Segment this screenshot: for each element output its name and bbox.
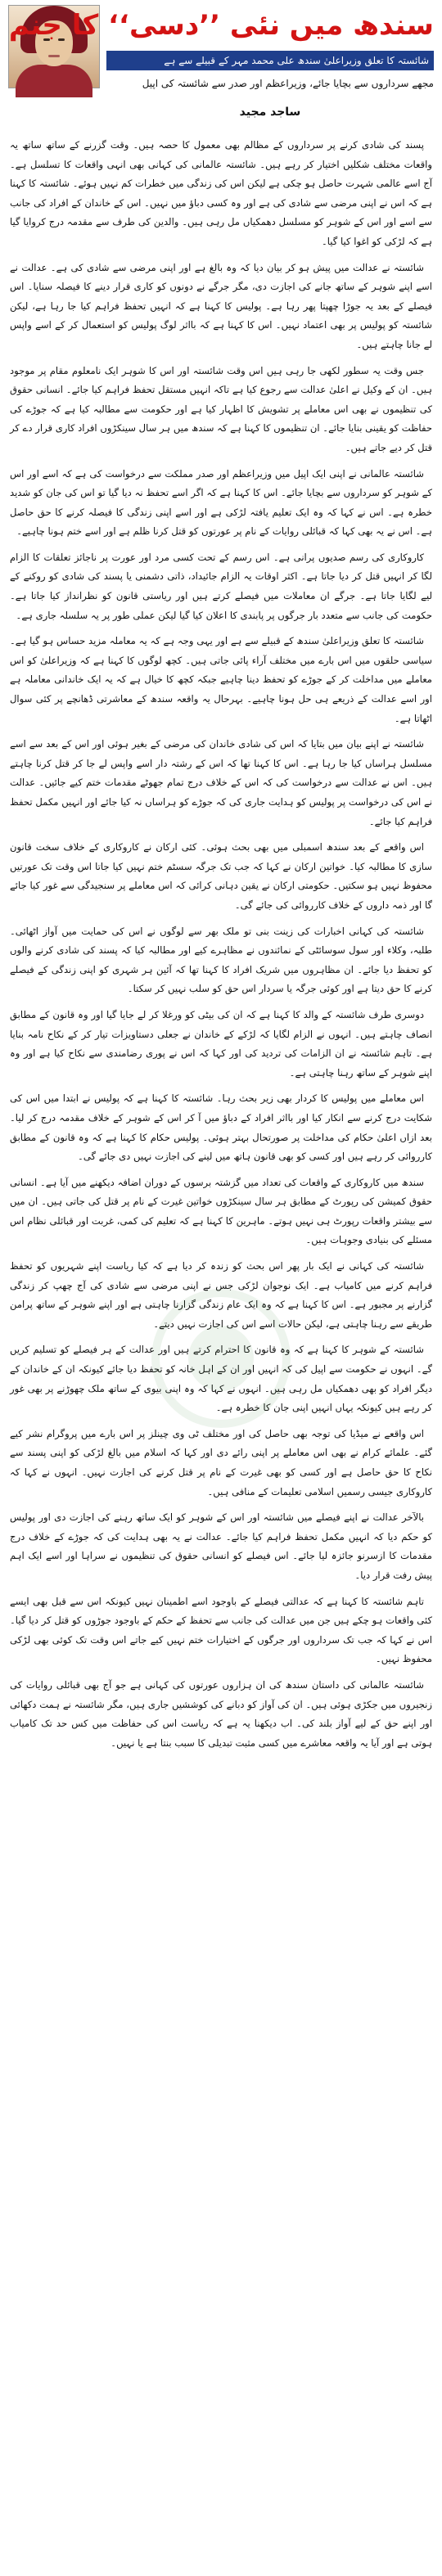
paragraph: اس واقعے نے میڈیا کی توجہ بھی حاصل کی اور مختلف ٹی وی چینلز پر اس بارے میں پروگرام نشر کیے گئے۔ علمائے کرام نے بھی اس معاملے پر اپنی رائے دی اور کہا کہ اسلام میں بالغ لڑکی کو اپنی پسند سے نکاح کا حق حاصل ہے اور کسی کو بھی غیرت کے نام پر قتل کرنے کی اجازت نہیں۔ انہوں نے کہا کہ کاروکاری جیسی رسمیں اسلامی تعلیمات کے منافی ہیں۔ xyxy=(10,1427,432,1497)
paragraph: سندھ میں کاروکاری کے واقعات کی تعداد میں گزشتہ برسوں کے دوران اضافہ دیکھنے میں آیا ہے۔ انسانی حقوق کمیشن کی رپورٹ کے مطابق ہر سال سینکڑوں خواتین غیرت کے نام پر قتل کی جاتی ہیں۔ ان میں سے بیشتر واقعات رپورٹ ہی نہیں ہوتے۔ ماہرین کا کہنا ہے کہ تعلیم کی کمی، غربت اور قبائلی نظام اس مسئلے کی بنیادی وجوہات ہیں۔ xyxy=(10,1176,432,1246)
paragraph: دوسری طرف شائستہ کے والد کا کہنا ہے کہ ان کی بیٹی کو ورغلا کر لے جایا گیا اور وہ قانون کے مطابق انصاف چاہتے ہیں۔ انہوں نے الزام لگایا کہ لڑکے کے خاندان نے جعلی دستاویزات تیار کر کے نکاح نامہ بنایا ہے۔ تاہم شائستہ نے ان الزامات کی تردید کی اور کہا کہ اس نے پوری رضامندی سے نکاح کیا ہے اور وہ اپنے شوہر کے ساتھ رہنا چاہتی ہے۔ xyxy=(10,1008,432,1079)
paragraph: شائستہ کا تعلق وزیراعلیٰ سندھ کے قبیلے سے ہے اور یہی وجہ ہے کہ یہ معاملہ مزید حساس ہو گیا ہے۔ سیاسی حلقوں میں اس بارے میں مختلف آراء پائی جاتی ہیں۔ کچھ لوگوں کا کہنا ہے کہ وزیراعلیٰ کو اس معاملے میں مداخلت کر کے جوڑے کو تحفظ دینا چاہیے جبکہ کچھ کا خیال ہے کہ یہ ایک خاندانی معاملہ ہے اور اسے عدالت کے ذریعے ہی حل ہونا چاہیے۔ بہرحال یہ واقعہ سندھ کے معاشرتی ڈھانچے پر کئی سوال اٹھاتا ہے۔ xyxy=(10,635,432,724)
paragraph: شائستہ عالمانی نے اپنی ایک اپیل میں وزیراعظم اور صدر مملکت سے درخواست کی ہے کہ اسے اور اس کے شوہر کو سرداروں سے بچایا جائے۔ اس کا کہنا ہے کہ اگر اسے تحفظ نہ دیا گیا تو اس کی جان کو شدید خطرہ ہے۔ اس نے کہا کہ وہ ایک تعلیم یافتہ لڑکی ہے اور اسے اپنی زندگی کا فیصلہ کرنے کا حق حاصل ہے۔ اس نے یہ بھی کہا کہ قبائلی روایات کے نام پر عورتوں کو قتل کرنا ظلم ہے اور اسے ختم ہونا چاہیے۔ xyxy=(10,467,432,538)
paragraph: اس واقعے کے بعد سندھ اسمبلی میں بھی بحث ہوئی۔ کئی ارکان نے کاروکاری کے خلاف سخت قانون سازی کا مطالبہ کیا۔ خواتین ارکان نے کہا کہ جب تک جرگہ سسٹم ختم نہیں کیا جاتا اس وقت تک عورتیں محفوظ نہیں ہو سکتیں۔ حکومتی ارکان نے یقین دہانی کرائی کہ اس معاملے پر سنجیدگی سے غور کیا جائے گا اور ذمہ داروں کے خلاف کارروائی کی جائے گی۔ xyxy=(10,841,432,911)
kicker-line: مجھے سرداروں سے بچایا جائے، وزیراعظم اور صدر سے شائستہ کی اپیل xyxy=(142,78,434,89)
paragraph: شائستہ کے شوہر کا کہنا ہے کہ وہ قانون کا احترام کرتے ہیں اور عدالت کے ہر فیصلے کو تسلیم کریں گے۔ انہوں نے حکومت سے اپیل کی کہ انہیں اور ان کے اہل خانہ کو تحفظ دیا جائے کیونکہ ان کے خاندان کے دیگر افراد کو بھی دھمکیاں مل رہی ہیں۔ انہوں نے کہا کہ وہ اپنی بیوی کے ساتھ ملک چھوڑنے پر بھی غور کر رہے ہیں کیونکہ یہاں انہیں اپنی جان کا خطرہ ہے۔ xyxy=(10,1344,432,1414)
byline: ساجد مجید xyxy=(239,106,301,119)
article-header xyxy=(0,0,442,133)
article-body xyxy=(10,136,432,2568)
paragraph: اس معاملے میں پولیس کا کردار بھی زیر بحث رہا۔ شائستہ کا کہنا ہے کہ پولیس نے ابتدا میں اس کی شکایت درج کرنے سے انکار کیا اور بااثر افراد کے دباؤ میں آ کر اس کے شوہر کے خلاف مقدمہ درج کر لیا۔ بعد ازاں اعلیٰ حکام کی مداخلت پر صورتحال بہتر ہوئی۔ پولیس حکام کا کہنا ہے کہ وہ قانون کے مطابق کارروائی کر رہے ہیں اور کسی کو بھی قانون ہاتھ میں لینے کی اجازت نہیں دی جائے گی۔ xyxy=(10,1092,432,1163)
paragraph: بالآخر عدالت نے اپنے فیصلے میں شائستہ اور اس کے شوہر کو ایک ساتھ رہنے کی اجازت دی اور پولیس کو حکم دیا کہ انہیں مکمل تحفظ فراہم کیا جائے۔ عدالت نے یہ بھی ہدایت کی کہ جوڑے کے خلاف درج مقدمات کا ازسرنو جائزہ لیا جائے۔ اس فیصلے کو انسانی حقوق کی تنظیموں نے سراہا اور اسے ایک اہم پیش رفت قرار دیا۔ xyxy=(10,1511,432,1581)
paragraph: جس وقت یہ سطور لکھی جا رہی ہیں اس وقت شائستہ اور اس کا شوہر ایک نامعلوم مقام پر موجود ہیں۔ ان کے وکیل نے اعلیٰ عدالت سے رجوع کیا ہے تاکہ انہیں مستقل تحفظ فراہم کیا جائے۔ انسانی حقوق کی تنظیموں نے بھی اس معاملے پر تشویش کا اظہار کیا ہے اور حکومت سے مطالبہ کیا ہے کہ جوڑے کی حفاظت کو یقینی بنایا جائے۔ ان تنظیموں کا کہنا ہے کہ سندھ میں ہر سال سینکڑوں افراد کاری قرار دے کر قتل کر دیے جاتے ہیں۔ xyxy=(10,364,432,453)
paragraph: شائستہ نے عدالت میں پیش ہو کر بیان دیا کہ وہ بالغ ہے اور اپنی مرضی سے شادی کی ہے۔ عدالت نے اسے اپنے شوہر کے ساتھ جانے کی اجازت دی، مگر جرگے نے دونوں کو کاری قرار دینے کا فیصلہ سنایا۔ اس فیصلے کے بعد یہ جوڑا چھپتا پھر رہا ہے۔ پولیس کا کہنا ہے کہ انہیں تحفظ فراہم کیا جا رہا ہے، لیکن شائستہ کو پولیس پر بھی اعتماد نہیں۔ اس کا کہنا ہے کہ بااثر لوگ پولیس کو استعمال کر کے اسے واپس لے جانا چاہتے ہیں۔ xyxy=(10,261,432,350)
paragraph: شائستہ نے اپنے بیان میں بتایا کہ اس کی شادی خاندان کی مرضی کے بغیر ہوئی اور اس کے بعد سے اسے مسلسل ہراساں کیا جا رہا ہے۔ اس کا کہنا تھا کہ اس کے رشتہ دار اسے واپس لے جا کر قتل کرنا چاہتے ہیں۔ اس نے عدالت سے درخواست کی کہ اس کے خلاف درج تمام جھوٹے مقدمات ختم کیے جائیں۔ عدالت نے اس کی درخواست پر پولیس کو ہدایت جاری کی کہ جوڑے کو ہراساں نہ کیا جائے اور انہیں مکمل تحفظ فراہم کیا جائے۔ xyxy=(10,738,432,827)
paragraph: شائستہ کی کہانی نے ایک بار پھر اس بحث کو زندہ کر دیا ہے کہ کیا ریاست اپنے شہریوں کو تحفظ فراہم کرنے میں کامیاب ہے۔ ایک نوجوان لڑکی جس نے اپنی مرضی سے شادی کی آج چھپ کر زندگی گزارنے پر مجبور ہے۔ اس کا کہنا ہے کہ وہ ایک عام زندگی گزارنا چاہتی ہے اور اپنے شوہر کے ساتھ پرامن طریقے سے رہنا چاہتی ہے، لیکن حالات اسے اس کی اجازت نہیں دیتے۔ xyxy=(10,1260,432,1330)
subheadline-bar: شائستہ کا تعلق وزیراعلیٰ سندھ علی محمد مہر کے قبیلے سے ہے xyxy=(106,51,434,70)
paragraph: پسند کی شادی کرنے پر سرداروں کے مظالم بھی معمول کا حصہ ہیں۔ وقت گزرنے کے ساتھ ساتھ یہ واقعات مختلف شکلیں اختیار کر رہے ہیں۔ شائستہ عالمانی کی کہانی بھی انہی واقعات کا تسلسل ہے۔ آج اسے عالمی شہرت حاصل ہو چکی ہے لیکن اس کی زندگی میں خطرات کم نہیں ہوئے۔ شائستہ کا کہنا ہے کہ اس نے اپنی مرضی سے شادی کی ہے اور وہ کسی دباؤ میں نہیں۔ اس کے خاندان کے افراد کی جانب سے اسے اور اس کے شوہر کو مسلسل دھمکیاں مل رہی ہیں۔ والدین کی طرف سے مقدمہ درج کروایا گیا ہے کہ لڑکی کو اغوا کیا گیا۔ xyxy=(10,139,432,247)
paragraph: شائستہ کی کہانی اخبارات کی زینت بنی تو ملک بھر سے لوگوں نے اس کی حمایت میں آواز اٹھائی۔ طلبہ، وکلاء اور سول سوسائٹی کے نمائندوں نے مظاہرے کیے اور مطالبہ کیا کہ پسند کی شادی کرنے والوں کو تحفظ دیا جائے۔ ان مظاہروں میں شریک افراد کا کہنا تھا کہ آئین ہر شہری کو اپنی زندگی کے فیصلے کرنے کا حق دیتا ہے اور کوئی جرگہ یا سردار اس حق کو سلب نہیں کر سکتا۔ xyxy=(10,925,432,995)
paragraph: شائستہ عالمانی کی داستان سندھ کی ان ہزاروں عورتوں کی کہانی ہے جو آج بھی قبائلی روایات کی زنجیروں میں جکڑی ہوئی ہیں۔ ان کی آواز کو دبانے کی کوششیں جاری ہیں، مگر شائستہ نے ہمت دکھائی اور اپنے حق کے لیے آواز بلند کی۔ اب دیکھنا یہ ہے کہ ریاست اس کی حفاظت میں کس حد تک کامیاب ہوتی ہے اور آیا یہ واقعہ معاشرے میں کسی مثبت تبدیلی کا سبب بنتا ہے یا نہیں۔ xyxy=(10,1678,432,1749)
paragraph: کاروکاری کی رسم صدیوں پرانی ہے۔ اس رسم کے تحت کسی مرد اور عورت پر ناجائز تعلقات کا الزام لگا کر انہیں قتل کر دیا جاتا ہے۔ اکثر اوقات یہ الزام جائیداد، ذاتی دشمنی یا پسند کی شادی کو روکنے کے لیے لگایا جاتا ہے۔ جرگے ان معاملات میں فیصلے کرتے ہیں اور ریاستی قانون کو نظرانداز کیا جاتا ہے۔ حکومت کی جانب سے متعدد بار جرگوں پر پابندی کا اعلان کیا گیا لیکن عملی طور پر یہ سلسلہ جاری ہے۔ xyxy=(10,551,432,621)
headline: سندھ میں نئی ’’دسی‘‘ کا جنم xyxy=(8,9,434,42)
paragraph: تاہم شائستہ کا کہنا ہے کہ عدالتی فیصلے کے باوجود اسے اطمینان نہیں کیونکہ اس سے قبل بھی ایسے کئی واقعات ہو چکے ہیں جن میں عدالت کی جانب سے تحفظ کے حکم کے باوجود جوڑوں کو قتل کر دیا گیا۔ اس نے کہا کہ جب تک سرداروں اور جرگوں کے اختیارات ختم نہیں کیے جاتے اس وقت تک کوئی بھی لڑکی محفوظ نہیں۔ xyxy=(10,1595,432,1665)
